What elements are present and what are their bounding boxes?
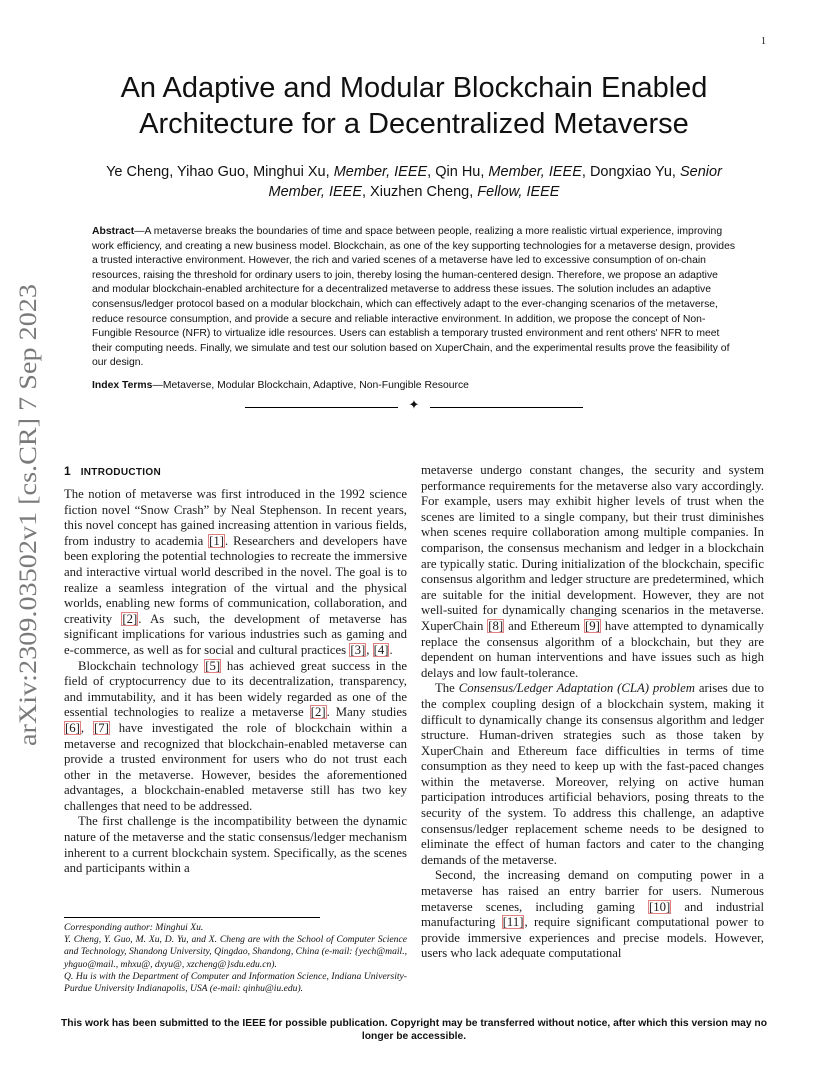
citation-link[interactable]: [6]: [65, 720, 80, 735]
title-line-1: An Adaptive and Modular Blockchain Enabled: [120, 72, 708, 104]
section-heading: [64, 464, 161, 478]
footnote-corresponding: Corresponding author: Minghui Xu.: [64, 922, 204, 933]
citation-link[interactable]: [2]: [122, 611, 138, 626]
section-title: INTRODUCTION: [80, 467, 161, 478]
citation-link[interactable]: [10]: [648, 899, 671, 914]
left-column: [64, 487, 407, 877]
separator-diamond-icon: ✦: [408, 398, 420, 413]
page-number: 1: [761, 36, 766, 47]
paragraph: Second, the increasing demand on computing power in a metaverse has raised an entry barrier for users. Numerous metaverse scenes, including gaming [10] and industrial manufacturing [11], require significant computational power to provide immersive experiences and precise models. However, users who lack adequate computational: [421, 868, 764, 961]
paragraph: The Consensus/Ledger Adaptation (CLA) problem arises due to the complex coupling design of a blockchain system, making it difficult to dynamically change its consensus algorithm and ledger structure. Human-driven strategies such as those taken by XuperChain and Ethereum face difficulties in terms of time consumption as they need to keep up with the fast-paced changes within the metaverse. Moreover, relying on active human participation introduces artificial behaviors, posing threats to the security of the system. To address this challenge, an adaptive consensus/ledger replacement scheme needs to be designed to eliminate the effect of human factors and cater to the changing demands of the metaverse.: [421, 681, 764, 867]
citation-link[interactable]: [4]: [373, 642, 389, 657]
paragraph: The first challenge is the incompatibility between the dynamic nature of the metaverse and the static consensus/ledger mechanism inherent to a current blockchain system. Specifically, as the scenes and participants within a: [64, 814, 407, 876]
index-terms: [92, 379, 738, 393]
footnotes: [64, 922, 407, 995]
copyright-notice: This work has been submitted to the IEEE for possible publication. Copyright may be transferred without notice, after which this version may no longer be accessible.: [60, 1018, 767, 1042]
separator-rule-left: [245, 407, 398, 408]
arxiv-stamp: [6, 282, 46, 748]
paragraph: The notion of metaverse was first introduced in the 1992 science fiction novel “Snow Crash” by Neal Stephenson. In recent years, this novel concept has gained increasing attention in various fields, from industry to academia [1]. Researchers and developers have been exploring the potential technologies to recreate the immersive and interactive virtual world described in the novel. The goal is to realize a seamless integration of the virtual and the physical worlds, enabling new forms of communication, collaboration, and creativity [2]. As such, the development of metaverse has significant implications for various industries such as gaming and e-commerce, as well as for social and cultural practices [3], [4].: [64, 487, 408, 657]
index-terms-label: Index Terms: [92, 380, 153, 391]
abstract-text: —A metaverse breaks the boundaries of time and space between people, realizing a more realistic virtual experience, improving work efficiency, and creating a new business model. Blockchain, as one of the key supporting technologies for a metaverse design, provides a trusted interactive environment. However, the rich and varied scenes of a metaverse have led to excessive consumption of on-chain resources, raising the threshold for ordinary users to join, thereby losing the human-centered design. Therefore, we propose an adaptive and modular blockchain-enabled architecture for a decentralized metaverse to address these issues. The solution includes an adaptive consensus/ledger protocol based on a modular blockchain, which can effectively adapt to the ever-changing scenarios of the metaverse, reduce resource consumption, and provide a secure and reliable interactive environment. In addition, we propose the concept of Non-Fungible Resource (NFR) to virtualize idle resources. Users can establish a temporary trusted environment and rent others' NFR to meet their computing needs. Finally, we simulate and test our solution based on XuperChain, and the experimental results prove the feasibility of our design.: [92, 226, 736, 369]
right-column: [421, 463, 764, 962]
paper-title: [60, 70, 768, 142]
citation-link[interactable]: [3]: [350, 642, 366, 657]
footnote-affiliation-1: Y. Cheng, Y. Guo, M. Xu, D. Yu, and X. Cheng are with the School of Computer Science and Technology, Shandong University, Qingdao, Shandong, China (e-mail: {yech@mail., yhguo@mail., mhxu@, dxyu@, xzcheng@}sdu.edu.cn).: [64, 934, 407, 970]
abstract: [92, 225, 738, 371]
index-terms-text: —Metaverse, Modular Blockchain, Adaptive, Non-Fungible Resource: [152, 380, 469, 391]
citation-link[interactable]: [5]: [205, 658, 221, 673]
citation-link[interactable]: [9]: [585, 618, 600, 633]
citation-link[interactable]: [8]: [488, 618, 504, 633]
title-line-2: Architecture for a Decentralized Metaverse: [139, 108, 689, 140]
footnote-affiliation-2: Q. Hu is with the Department of Computer and Information Science, Indiana University-Purdue University Indianapolis, USA (e-mail: qinhu@iu.edu).: [64, 970, 407, 995]
citation-link[interactable]: [2]: [310, 705, 326, 720]
separator-rule-right: [430, 407, 583, 408]
citation-link[interactable]: [7]: [93, 720, 109, 735]
author-list: Ye Cheng, Yihao Guo, Minghui Xu, Member, IEEE, Qin Hu, Member, IEEE, Dongxiao Yu, Senior Member, IEEE, Xiuzhen Cheng, Fellow, IEEE: [106, 164, 722, 200]
paragraph: Blockchain technology [5] has achieved great success in the field of cryptocurrency due to its decentralization, transparency, and immutability, and it has been widely regarded as one of the essential technologies to realize a metaverse [2]. Many studies [6], [7] have investigated the role of blockchain within a metaverse and recognized that blockchain-enabled metaverse can provide a trusted environment for users who do not trust each other in the metaverse. However, besides the aforementioned advantages, a blockchain-enabled metaverse still has two key challenges that need to be addressed.: [64, 658, 407, 813]
section-number: 1: [64, 464, 71, 478]
paragraph: metaverse undergo constant changes, the security and system performance requirements for the metaverse also vary accordingly. For example, users may exhibit higher levels of trust when the scenes are limited to a single company, but their trust diminishes when scenes require collaboration among multiple companies. In comparison, the consensus mechanism and ledger in a blockchain are typically static. During initialization of the blockchain, specific consensus algorithm and ledger structure are predetermined, which are suitable for the initial development. However, they are not well-suited for dynamically changing scenarios in the metaverse. XuperChain [8] and Ethereum [9] have attempted to dynamically replace the consensus algorithm of a blockchain, but they are dependent on human interventions and have issues such as high delays and low fault-tolerance.: [421, 463, 764, 680]
footnote-rule: [64, 917, 320, 918]
arxiv-stamp-text: arXiv:2309.03502v1 [cs.CR] 7 Sep 2023: [15, 336, 42, 746]
citation-link[interactable]: [11]: [502, 915, 524, 930]
citation-link[interactable]: [1]: [209, 533, 225, 548]
abstract-label: Abstract: [92, 226, 135, 237]
